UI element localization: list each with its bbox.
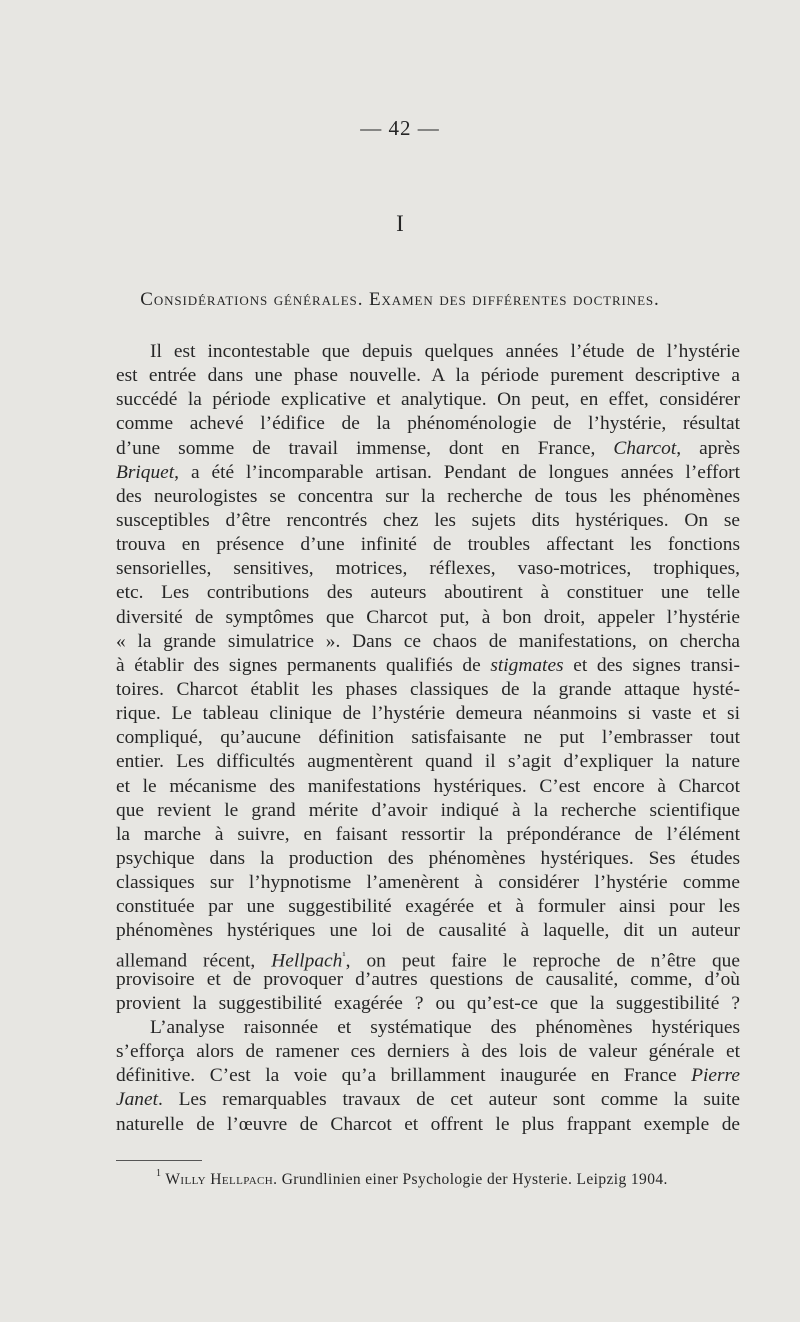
text-line: psychique dans la production des phénomènes hystériques. Ses études [116,847,740,869]
text-line: susceptibles d’être rencontrés chez les sujets dits hystériques. On se [116,509,740,531]
text-line: et le mécanisme des manifestations hystériques. C’est encore à Charcot [116,775,740,797]
page-number: — 42 — [360,116,440,140]
text-line: L’analyse raisonnée et systématique des phénomènes hystériques [150,1016,740,1038]
text-line: est entrée dans une phase nouvelle. A la période purement descriptive a [116,365,740,387]
text-line: diversité de symptômes que Charcot put, à bon droit, appeler l’hystérie [116,606,740,628]
chapter-number: I [396,211,404,236]
text-line: constituée par une suggestibilité exagérée et à formuler ainsi pour les [116,896,740,918]
text-line: rique. Le tableau clinique de l’hystérie demeura néanmoins si vaste et si [116,703,740,725]
text-line: la marche à suivre, en faisant ressortir la prépondérance de l’élément [116,823,740,845]
text-line: définitive. C’est la voie qu’a brillamment inaugurée en France Pierre [116,1065,740,1087]
footnote-ref: ¹ [342,949,346,962]
text-line: succédé la période explicative et analytique. On peut, en effet, considérer [116,389,740,411]
text-line: naturelle de l’œuvre de Charcot et offrent le plus frappant exemple de [116,1113,740,1135]
text-line: provisoire et de provoquer d’autres questions de causalité, comme, d’où [116,968,740,990]
text-line: Briquet, a été l’incomparable artisan. Pendant de longues années l’effort [116,461,740,483]
text-line: Janet. Les remarquables travaux de cet auteur sont comme la suite [116,1089,740,1111]
italic-name: Pierre [691,1065,740,1087]
text-line: phénomènes hystériques une loi de causalité à laquelle, dit un auteur [116,920,740,942]
text-line: etc. Les contributions des auteurs aboutirent à constituer une telle [116,582,740,604]
text-line: entier. Les difficultés augmentèrent quand il s’agit d’expliquer la nature [116,751,740,773]
footnote-text: . Grundlinien einer Psychologie der Hysterie. Leipzig 1904. [273,1171,668,1189]
text-line: comme achevé l’édifice de la phénoménologie de l’hystérie, résultat [116,413,740,435]
text-line: des neurologistes se concentra sur la recherche de tous les phénomènes [116,485,740,507]
italic-name: Janet [116,1089,158,1111]
text-line: toires. Charcot établit les phases classiques de la grande attaque hysté- [116,678,740,700]
italic-term: stigmates [490,654,564,676]
italic-name: Briquet [116,461,175,483]
footnote-divider [116,1160,202,1161]
text-line: que revient le grand mérite d’avoir indiqué à la recherche scientifique [116,799,740,821]
text-line: allemand récent, Hellpach$^{^1}$, on peut faire le reproche de n’être que [116,949,740,971]
text-line: provient la suggestibilité exagérée ? ou qu’est-ce que la suggestibilité ? [116,992,740,1014]
text-line: Il est incontestable que depuis quelques années l’étude de l’hystérie [150,341,740,362]
text-line: classiques sur l’hypnotisme l’amenèrent à considérer l’hystérie comme [116,872,740,894]
italic-name: Hellpach [271,949,343,971]
section-heading: Considérations générales. Examen des différentes doctrines. [140,289,660,310]
text-line: sensorielles, sensitives, motrices, réflexes, vaso-motrices, trophiques, [116,558,740,580]
footnote [156,1170,756,1189]
body-text [116,340,740,1137]
text-line: compliqué, qu’aucune définition satisfaisante ne put l’embrasser tout [116,727,740,749]
text-line: d’une somme de travail immense, dont en France, Charcot, après [116,437,740,459]
footnote-marker: 1 [156,1168,162,1179]
text-line: « la grande simulatrice ». Dans ce chaos de manifestations, on chercha [116,630,740,652]
italic-name: Charcot [613,437,677,459]
text-line: s’efforça alors de ramener ces derniers à des lois de valeur générale et [116,1041,740,1063]
text-line: trouva en présence d’une infinité de troubles affectant les fonctions [116,534,740,556]
footnote-author: Willy Hellpach [165,1171,274,1189]
text-line: à établir des signes permanents qualifiés de stigmates et des signes transi- [116,654,740,676]
